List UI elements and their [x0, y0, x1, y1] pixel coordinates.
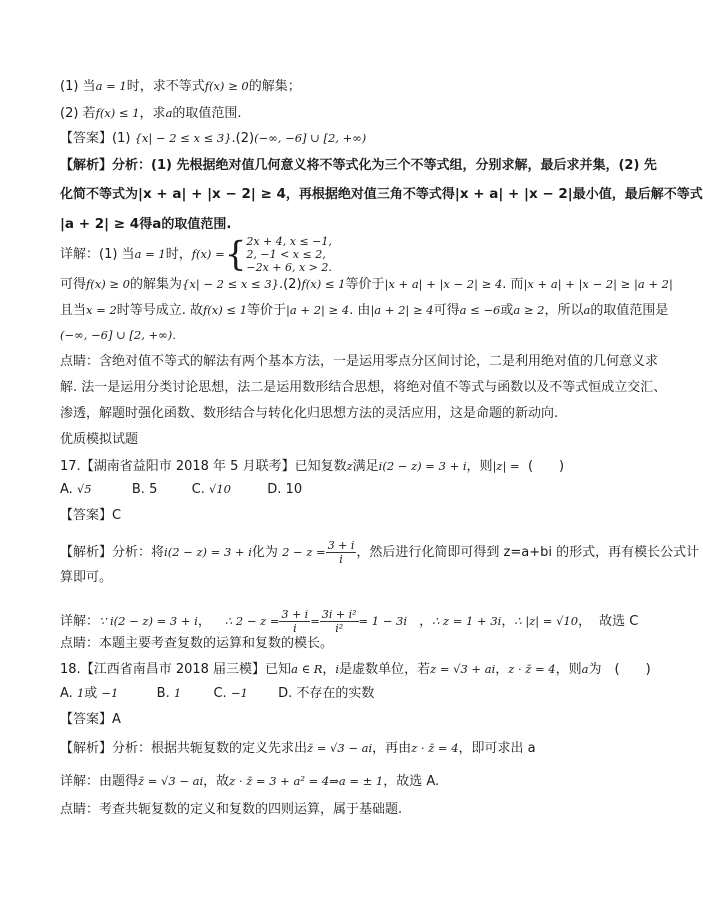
math: f(x) ≤ 1 — [95, 106, 140, 120]
option-value: 10 — [285, 482, 303, 497]
option-text: 或 — [84, 686, 98, 701]
option-d[interactable] — [278, 686, 374, 701]
math: f(x) ≥ 0 — [204, 79, 249, 93]
text: 化为 — [251, 545, 278, 560]
math: |a + 2| ≥ 4 — [286, 303, 350, 317]
text: 时等号成立. 故 — [116, 303, 204, 318]
text: 详解： — [60, 614, 100, 629]
math: {x| − 2 ≤ x ≤ 3} — [182, 277, 279, 291]
text: . 由 — [349, 303, 371, 318]
question-17-options — [60, 479, 586, 500]
option-label: A. — [60, 482, 73, 497]
text: (2) 若 — [60, 106, 96, 121]
denominator: i — [293, 622, 297, 635]
text: 满足 — [352, 459, 379, 474]
option-b[interactable] — [157, 686, 182, 701]
text: ，所以 — [544, 303, 584, 318]
text: 的取值范围. — [172, 106, 242, 121]
math: x = 2 — [86, 303, 117, 317]
text: 等价于 — [345, 277, 385, 292]
text: 化简不等式为 — [60, 187, 139, 202]
math: {x| − 2 ≤ x ≤ 3} — [134, 131, 232, 145]
question-number: 18. — [60, 662, 81, 677]
option-value: √5 — [76, 482, 92, 496]
text: 点睛：考查共轭复数的定义和复数的四则运算，属于基础题. — [60, 802, 403, 817]
math: a ∈ R — [291, 662, 323, 676]
text: 已知 — [265, 662, 292, 677]
math: f(x) = — [191, 247, 225, 261]
fraction — [320, 608, 359, 635]
detail-1-line-2 — [60, 274, 673, 295]
text: .(2) — [278, 277, 302, 292]
answer-value: C — [112, 508, 122, 523]
analysis-1-line-1 — [60, 156, 657, 176]
text: 最小值，最后解不等式 — [572, 187, 703, 202]
text: 可得 — [60, 277, 87, 292]
option-label: D. — [278, 686, 293, 701]
math: a — [583, 303, 591, 317]
math: z · z̄ = 3 + a² = 4⇒a = ± 1 — [229, 774, 384, 788]
text: ，故选 A. — [383, 774, 440, 789]
answer-1 — [60, 128, 586, 149]
text: 优质模拟试题 — [60, 432, 139, 447]
option-label: D. — [267, 482, 282, 497]
text: 点睛：含绝对值不等式的解法有两个基本方法，一是运用零点分区间讨论，二是利用绝对值的几何意义求 — [60, 354, 659, 369]
text: ，即可求出 a — [458, 741, 536, 756]
text: 且当 — [60, 303, 87, 318]
math: i(2 − z) = 3 + i — [164, 545, 252, 559]
math: ∴ z = 1 + 3i — [432, 614, 502, 628]
math: a = 1 — [134, 247, 166, 261]
math: |z| = — [492, 459, 520, 473]
numerator: 3 + i — [327, 539, 355, 552]
section-title — [60, 430, 586, 450]
math: = — [310, 614, 320, 628]
text: 已知复数 — [294, 459, 347, 474]
text: 为 ( ) — [588, 662, 651, 677]
math: z̄ = √3 − ai — [138, 774, 204, 788]
option-d[interactable] — [267, 482, 302, 497]
option-value: 5 — [149, 482, 158, 497]
detail-1-line-1 — [60, 232, 586, 277]
text: ， — [419, 614, 433, 629]
fraction — [279, 608, 310, 635]
math: |x + a| + |x − 2| ≥ |a + 2| — [523, 277, 673, 291]
math: |x + a| + |x − 2| — [454, 186, 573, 202]
comment-1-line-2 — [60, 378, 667, 398]
text: 是虚数单位，若 — [339, 662, 431, 677]
text: 可得 — [433, 303, 460, 318]
text: ， — [578, 614, 592, 629]
text: 点睛：本题主要考查复数的运算和复数的模长。 — [60, 636, 334, 651]
math: a ≤ −6 — [459, 303, 501, 317]
question-18-detail — [60, 771, 586, 792]
text: ， — [495, 662, 509, 677]
question-17-analysis-line-2 — [60, 568, 586, 588]
math: f(x) ≤ 1 — [203, 303, 248, 317]
text: 的取值范围. — [161, 217, 232, 232]
numerator: 3 + i — [281, 608, 309, 621]
analysis-label: 【解析】 — [60, 545, 113, 560]
math: a ≥ 2 — [513, 303, 545, 317]
option-value: 1 — [173, 686, 182, 700]
text: 得 — [139, 217, 153, 232]
math: z — [346, 459, 353, 473]
question-17-answer — [60, 506, 586, 526]
text: 的取值范围是 — [590, 303, 669, 318]
math: |x + a| + |x − 2| ≥ 4 — [384, 277, 503, 291]
text: 时，求不等式 — [126, 79, 205, 94]
text: 分析：(1) 先根据绝对值几何意义将不等式化为三个不等式组，分别求解，最后求并集，(2) 先 — [112, 158, 657, 173]
analysis-label: 【解析】 — [60, 158, 113, 173]
option-label: C. — [191, 482, 205, 497]
math: z · z̄ = 4 — [411, 741, 459, 755]
text: ， — [197, 614, 211, 629]
option-a[interactable] — [60, 482, 92, 497]
math: (−∞, −6] ∪ [2, +∞) — [254, 131, 367, 145]
text: ，然后进行化简即可得到 z=a+bi 的形式，再有模长公式计 — [356, 545, 700, 560]
math: ∴ |z| = √10 — [514, 614, 579, 628]
problem-part-2 — [60, 103, 586, 124]
question-number: 17. — [60, 459, 81, 474]
math: ∴ 2 − z = — [224, 614, 280, 628]
text: 的解集； — [248, 79, 301, 94]
comment-1-line-3 — [60, 404, 586, 424]
comment-1-line-1 — [60, 352, 659, 372]
math: a — [165, 106, 173, 120]
math: (−∞, −6] ∪ [2, +∞). — [60, 328, 176, 342]
text: .(2) — [231, 131, 255, 146]
math: a — [581, 662, 589, 676]
text: ，求 — [139, 106, 166, 121]
text: (1) — [112, 131, 131, 146]
text: 等价于 — [247, 303, 287, 318]
math: f(x) ≥ 0 — [86, 277, 130, 291]
case: −2x + 6, x > 2. — [246, 261, 332, 274]
text: ，则 — [466, 459, 493, 474]
math: a = 1 — [95, 79, 127, 93]
option-label: B. — [131, 482, 145, 497]
option-c[interactable] — [213, 686, 247, 701]
option-label: A. — [60, 686, 73, 701]
denominator: i — [339, 553, 343, 566]
option-value: 不存在的实数 — [296, 686, 375, 701]
text: ，则 — [555, 662, 582, 677]
option-b[interactable] — [132, 482, 157, 497]
text: 算即可。 — [60, 570, 113, 585]
math: |x + a| + |x − 2| ≥ 4 — [138, 186, 286, 202]
text: . 而 — [502, 277, 524, 292]
option-a[interactable] — [60, 686, 118, 701]
answer-label: 【答案】 — [60, 131, 113, 146]
question-17-comment — [60, 634, 586, 654]
text: 的解集为 — [130, 277, 183, 292]
text: 时， — [165, 247, 192, 262]
math: i — [335, 662, 340, 676]
option-value: 1 — [76, 686, 85, 700]
text: 详解：由题得 — [60, 774, 139, 789]
text: 渗透，解题时强化函数、数形结合与转化化归思想方法的灵活应用，这是命题的新动向. — [60, 406, 559, 421]
math: z = √3 + ai — [430, 662, 496, 676]
question-18-comment — [60, 800, 586, 820]
answer-label: 【答案】 — [60, 508, 113, 523]
detail-1-line-3 — [60, 300, 669, 321]
question-17 — [60, 456, 586, 477]
question-18 — [60, 659, 651, 680]
case: 2, −1 < x ≤ 2, — [246, 248, 326, 261]
question-18-options — [60, 683, 586, 704]
detail-1-line-4 — [60, 325, 586, 346]
question-18-analysis — [60, 738, 586, 759]
text: 分析：将 — [112, 545, 165, 560]
text: 或 — [500, 303, 514, 318]
math: a — [152, 216, 162, 232]
math: |a + 2| ≥ 4 — [60, 216, 140, 232]
text: 详解：(1) 当 — [60, 247, 135, 262]
text: ， — [501, 614, 515, 629]
piecewise-cases — [246, 235, 332, 274]
brace-icon: { — [224, 234, 247, 275]
answer-value: A — [112, 712, 121, 727]
math: |a + 2| ≥ 4 — [370, 303, 434, 317]
math: z · z̄ = 4 — [508, 662, 556, 676]
analysis-label: 【解析】 — [60, 741, 113, 756]
text: 故选 C — [599, 614, 639, 629]
math: z̄ = √3 − ai — [307, 741, 373, 755]
option-label: C. — [213, 686, 227, 701]
question-source: 【江西省南昌市 2018 届三模】 — [80, 662, 266, 677]
fraction — [326, 539, 357, 566]
math: = 1 − 3i — [358, 614, 408, 628]
option-value: −1 — [230, 686, 248, 700]
question-source: 【湖南省益阳市 2018 年 5 月联考】 — [80, 459, 295, 474]
math: i(2 − z) = 3 + i — [378, 459, 467, 473]
text: 分析：根据共轭复数的定义先求出 — [112, 741, 308, 756]
answer-label: 【答案】 — [60, 712, 113, 727]
math: ∵ i(2 − z) = 3 + i — [99, 614, 198, 628]
question-18-answer — [60, 710, 586, 730]
option-value: √10 — [209, 482, 231, 496]
text: ， — [322, 662, 336, 677]
option-c[interactable] — [192, 482, 231, 497]
math: f(x) ≤ 1 — [301, 277, 346, 291]
case: 2x + 4, x ≤ −1, — [246, 235, 332, 248]
text: ，故 — [203, 774, 230, 789]
denominator: i² — [335, 622, 344, 635]
text: 解. 法一是运用分类讨论思想，法二是运用数形结合思想，将绝对值不等式与函数以及不等式恒成立交汇、 — [60, 380, 667, 395]
analysis-1-line-2 — [60, 184, 703, 205]
option-label: B. — [156, 686, 170, 701]
text: ，再由 — [372, 741, 412, 756]
numerator: 3i + i² — [321, 608, 357, 621]
text: ( ) — [527, 459, 565, 474]
text: (1) 当 — [60, 79, 96, 94]
option-value: −1 — [101, 686, 119, 700]
math: 2 − z = — [282, 545, 326, 559]
problem-part-1 — [60, 76, 586, 97]
text: ，再根据绝对值三角不等式得 — [285, 187, 455, 202]
